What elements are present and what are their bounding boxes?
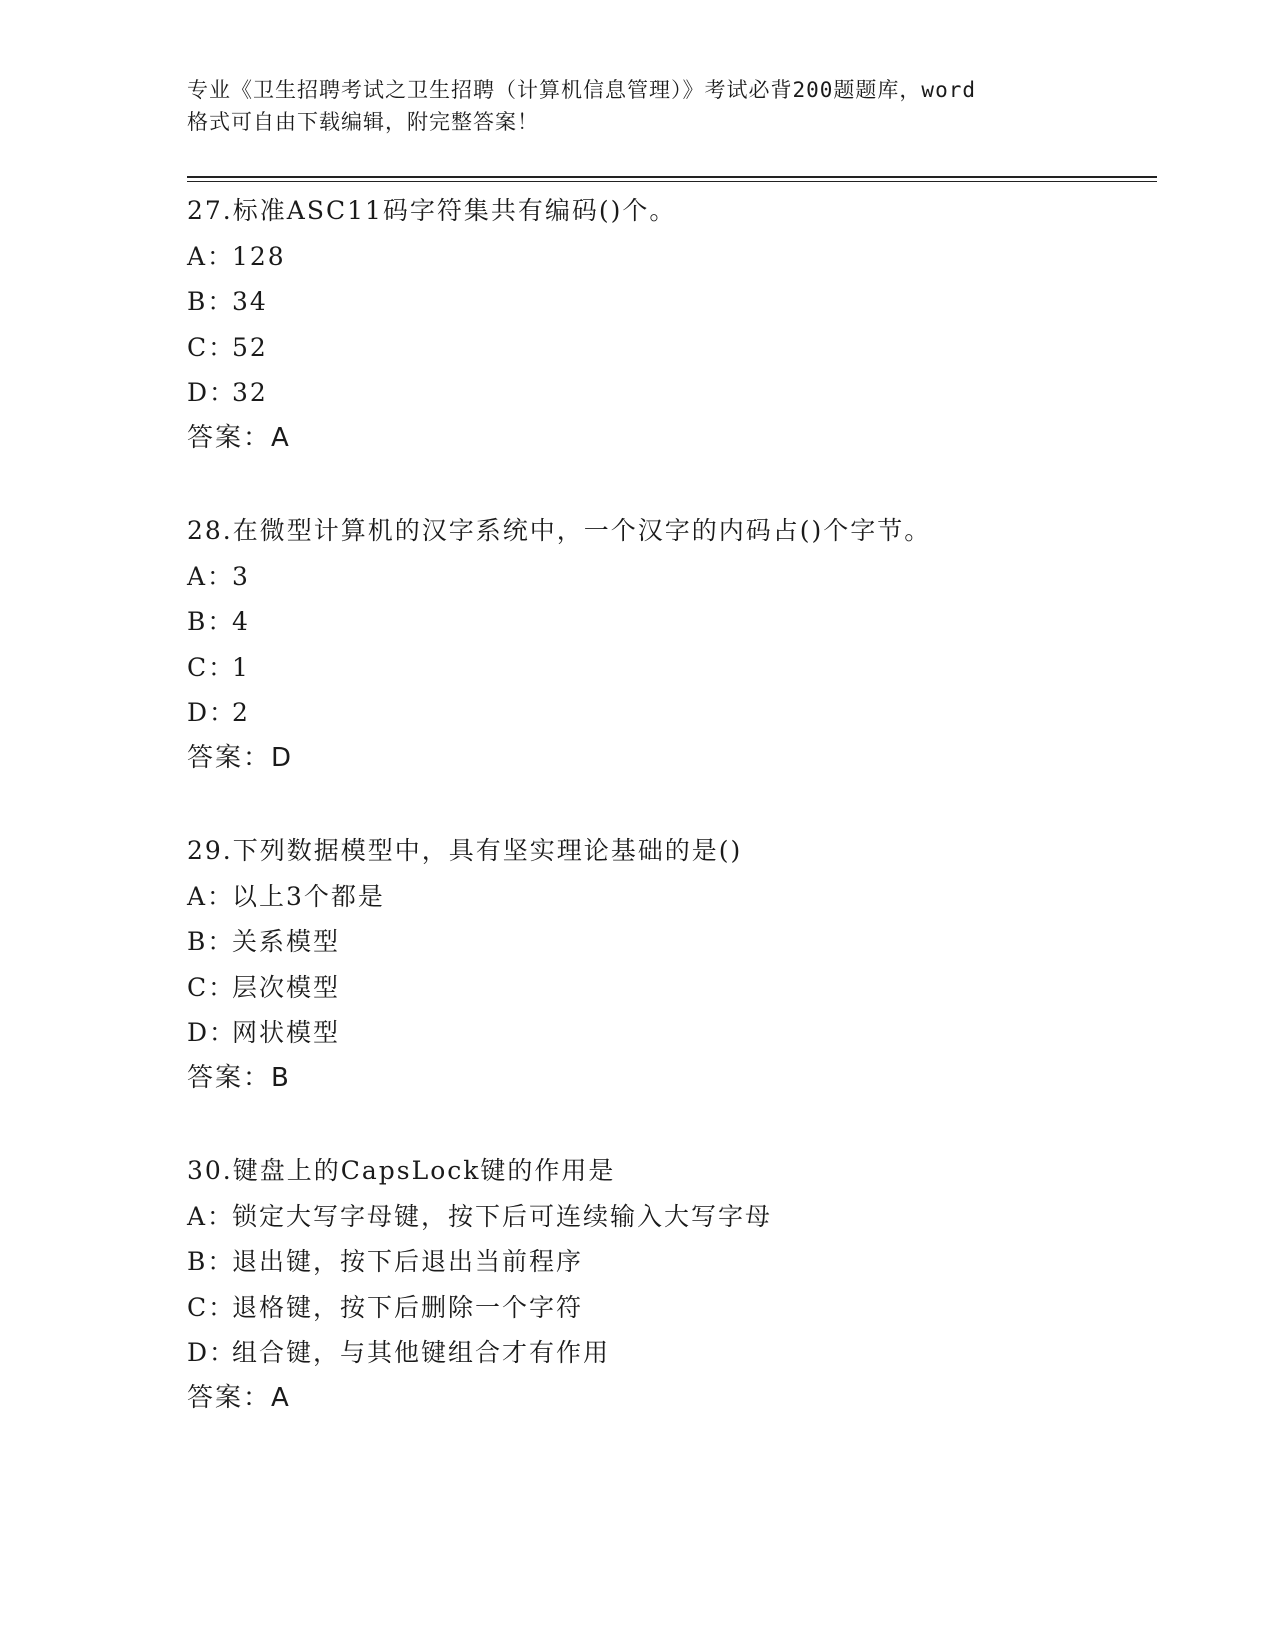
option-key: D： [187, 1018, 237, 1047]
question-stem: 27.标准ASC11码字符集共有编码()个。 [187, 196, 677, 225]
header-divider-bottom [187, 181, 1157, 182]
answer-line: 答案：D [187, 742, 294, 773]
header-line-1: 专业《卫生招聘考试之卫生招聘（计算机信息管理）》考试必背200题题库，word [187, 78, 976, 102]
option-a [187, 554, 1167, 600]
option-key: A： [187, 881, 235, 911]
option-key: A： [187, 1201, 235, 1231]
question-block-27 [187, 188, 1167, 461]
option-key: D： [187, 378, 237, 407]
question-stem: 30.键盘上的CapsLock键的作用是 [187, 1156, 616, 1185]
answer-line: 答案：A [187, 1382, 291, 1413]
option-key: B： [187, 607, 235, 636]
option-d [187, 370, 1167, 416]
option-c [187, 965, 1167, 1011]
answer-line: 答案：A [187, 422, 291, 453]
option-key: D： [187, 1338, 237, 1367]
option-text: 2 [232, 698, 250, 727]
option-text: 关系模型 [232, 927, 341, 956]
option-text: 锁定大写字母键，按下后可连续输入大写字母 [232, 1201, 773, 1231]
option-c [187, 1285, 1167, 1331]
option-text: 以上3个都是 [232, 881, 385, 911]
option-c [187, 645, 1167, 691]
option-key: C： [187, 972, 236, 1002]
option-text: 52 [232, 332, 268, 362]
option-key: C： [187, 652, 236, 682]
option-text: 组合键，与其他键组合才有作用 [232, 1338, 611, 1367]
question-block-28 [187, 508, 1167, 781]
header-divider-top [187, 176, 1157, 178]
option-text: 3 [232, 561, 250, 591]
option-key: B： [187, 287, 235, 316]
option-key: C： [187, 1292, 236, 1322]
document-header [187, 74, 1087, 138]
option-d [187, 1330, 1167, 1376]
option-a [187, 874, 1167, 920]
option-b [187, 1239, 1167, 1285]
option-key: A： [187, 561, 235, 591]
option-key: B： [187, 1247, 235, 1276]
option-text: 网状模型 [232, 1018, 341, 1047]
option-text: 层次模型 [232, 972, 341, 1002]
option-key: A： [187, 241, 235, 271]
option-text: 32 [232, 378, 268, 407]
option-key: C： [187, 332, 236, 362]
option-a [187, 234, 1167, 280]
option-key: B： [187, 927, 235, 956]
option-c [187, 325, 1167, 371]
option-b [187, 599, 1167, 645]
option-text: 34 [232, 287, 268, 316]
question-block-30 [187, 1148, 1167, 1421]
option-d [187, 1010, 1167, 1056]
option-d [187, 690, 1167, 736]
answer-line: 答案：B [187, 1062, 291, 1093]
question-block-29 [187, 828, 1167, 1101]
option-key: D： [187, 698, 237, 727]
option-text: 退出键，按下后退出当前程序 [232, 1247, 584, 1276]
option-a [187, 1194, 1167, 1240]
option-text: 退格键，按下后删除一个字符 [232, 1292, 584, 1322]
option-text: 1 [232, 652, 250, 682]
header-line-2: 格式可自由下载编辑，附完整答案！ [187, 110, 539, 134]
option-text: 4 [232, 607, 250, 636]
option-text: 128 [232, 241, 286, 271]
option-b [187, 279, 1167, 325]
question-stem: 28.在微型计算机的汉字系统中，一个汉字的内码占()个字节。 [187, 516, 932, 545]
question-stem: 29.下列数据模型中，具有坚实理论基础的是() [187, 836, 743, 865]
option-b [187, 919, 1167, 965]
